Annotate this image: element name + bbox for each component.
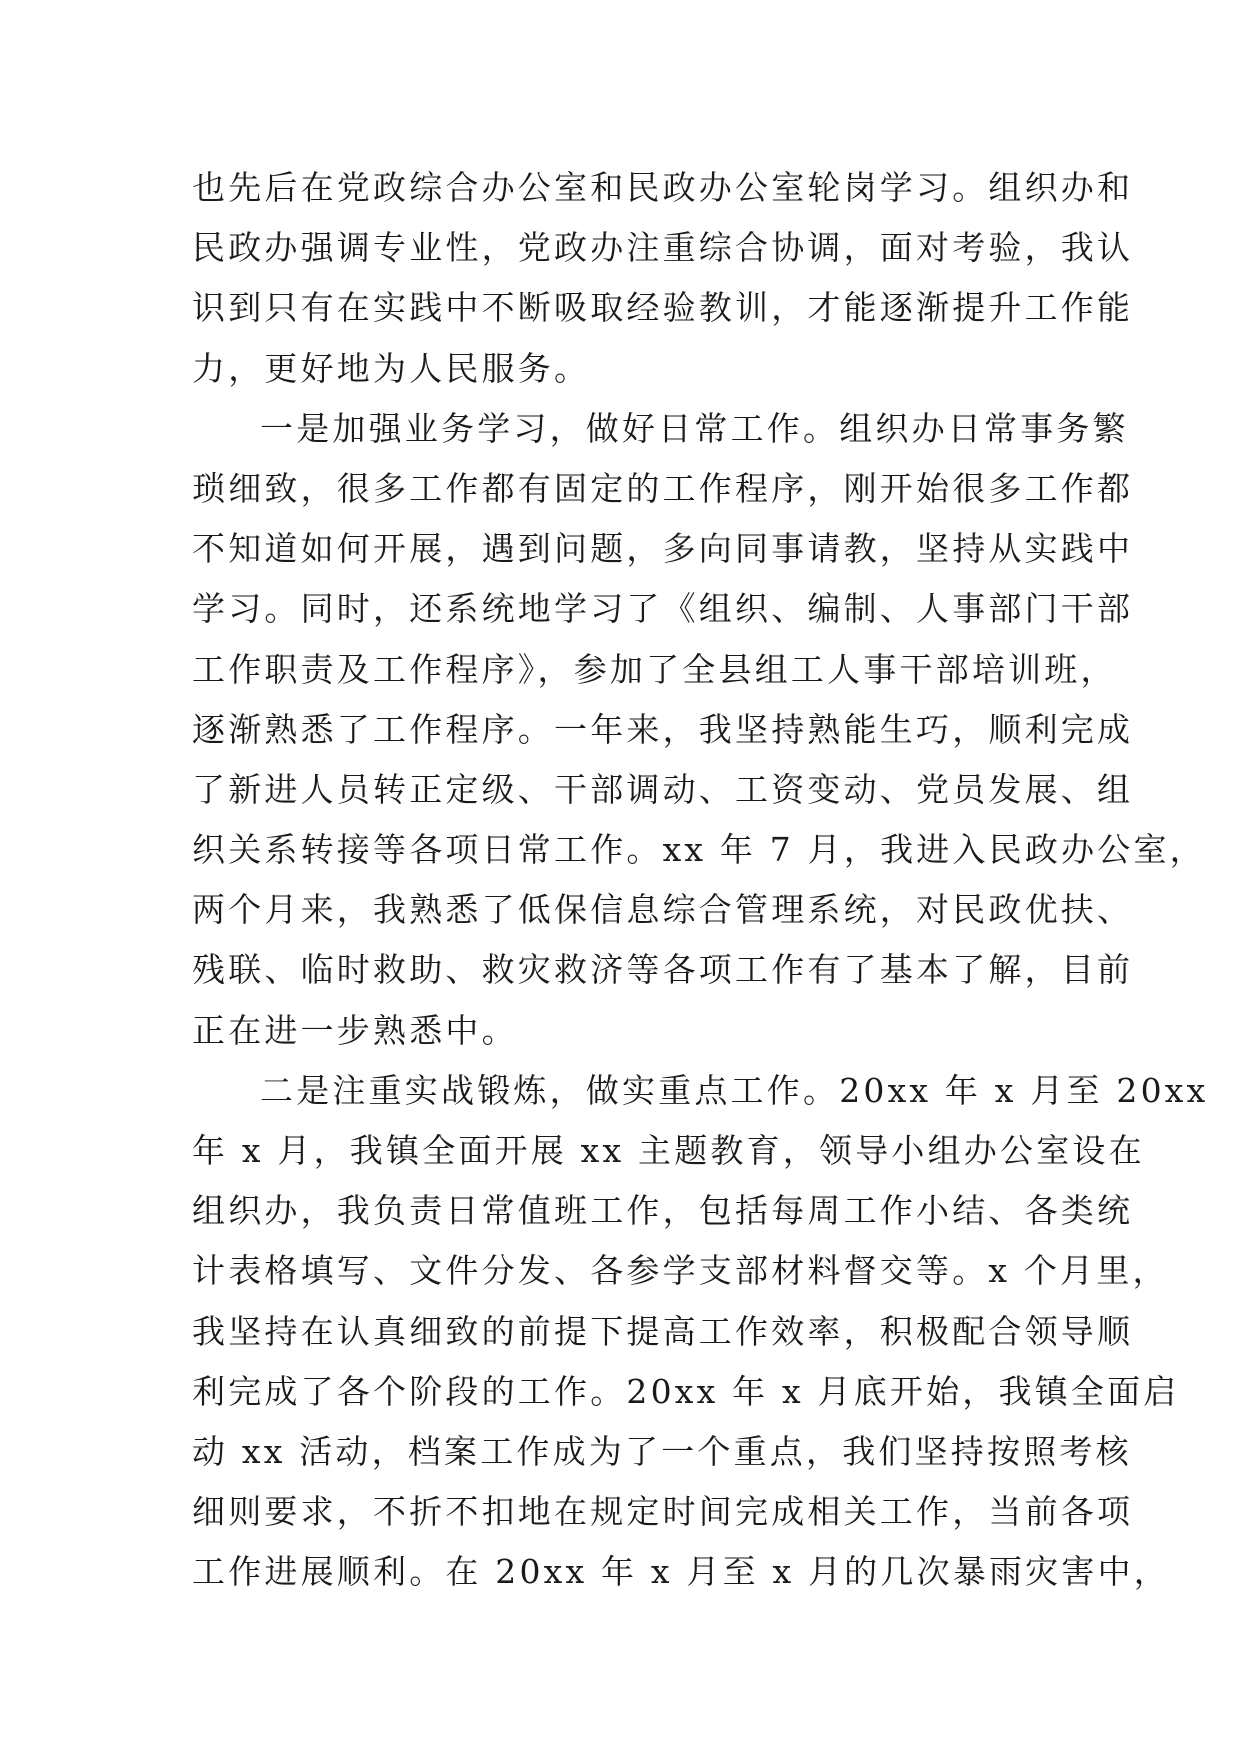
text-line: 识到只有在实践中不断吸取经验教训，才能逐渐提升工作能: [192, 288, 1134, 328]
text-line: 民政办强调专业性，党政办注重综合协调，面对考验，我认: [192, 228, 1134, 268]
text-line: 正在进一步熟悉中。: [192, 1010, 518, 1050]
text-line: 琐细致，很多工作都有固定的工作程序，刚开始很多工作都: [192, 468, 1134, 508]
text-line: 残联、临时救助、救灾救济等各项工作有了基本了解，目前: [192, 950, 1134, 990]
text-line: 学习。同时，还系统地学习了《组织、编制、人事部门干部: [192, 589, 1134, 629]
text-line: 工作进展顺利。在 20xx 年 x 月至 x 月的几次暴雨灾害中，: [192, 1552, 1170, 1592]
text-line: 逐渐熟悉了工作程序。一年来，我坚持熟能生巧，顺利完成: [192, 709, 1134, 749]
text-line: 力，更好地为人民服务。: [192, 348, 591, 388]
text-line: 织关系转接等各项日常工作。xx 年 7 月，我进入民政办公室，: [192, 830, 1206, 870]
text-line: 了新进人员转正定级、干部调动、工资变动、党员发展、组: [192, 769, 1134, 809]
text-line: 我坚持在认真细致的前提下提高工作效率，积极配合领导顺: [192, 1311, 1134, 1351]
text-line: 细则要求，不折不扣地在规定时间完成相关工作，当前各项: [192, 1492, 1134, 1532]
text-line: 两个月来，我熟悉了低保信息综合管理系统，对民政优扶、: [192, 890, 1134, 930]
text-line: 计表格填写、文件分发、各参学支部材料督交等。x 个月里，: [192, 1251, 1169, 1291]
text-line: 年 x 月，我镇全面开展 xx 主题教育，领导小组办公室设在: [192, 1131, 1145, 1170]
text-line: 组织办，我负责日常值班工作，包括每周工作小结、各类统: [192, 1191, 1134, 1231]
text-line: 工作职责及工作程序》，参加了全县组工人事干部培训班，: [192, 649, 1117, 689]
paragraph-start-line: 一是加强业务学习，做好日常工作。组织办日常事务繁: [260, 408, 1129, 448]
body-text: [192, 158, 1209, 1603]
text-line: 也先后在党政综合办公室和民政办公室轮岗学习。组织办和: [192, 168, 1134, 207]
paragraph-start-line: 二是注重实战锻炼，做实重点工作。20xx 年 x 月至 20xx: [260, 1070, 1209, 1110]
text-line: 动 xx 活动，档案工作成为了一个重点，我们坚持按照考核: [192, 1431, 1132, 1471]
text-line: 利完成了各个阶段的工作。20xx 年 x 月底开始，我镇全面启: [192, 1371, 1180, 1411]
text-line: 不知道如何开展，遇到问题，多向同事请教，坚持从实践中: [192, 529, 1134, 569]
